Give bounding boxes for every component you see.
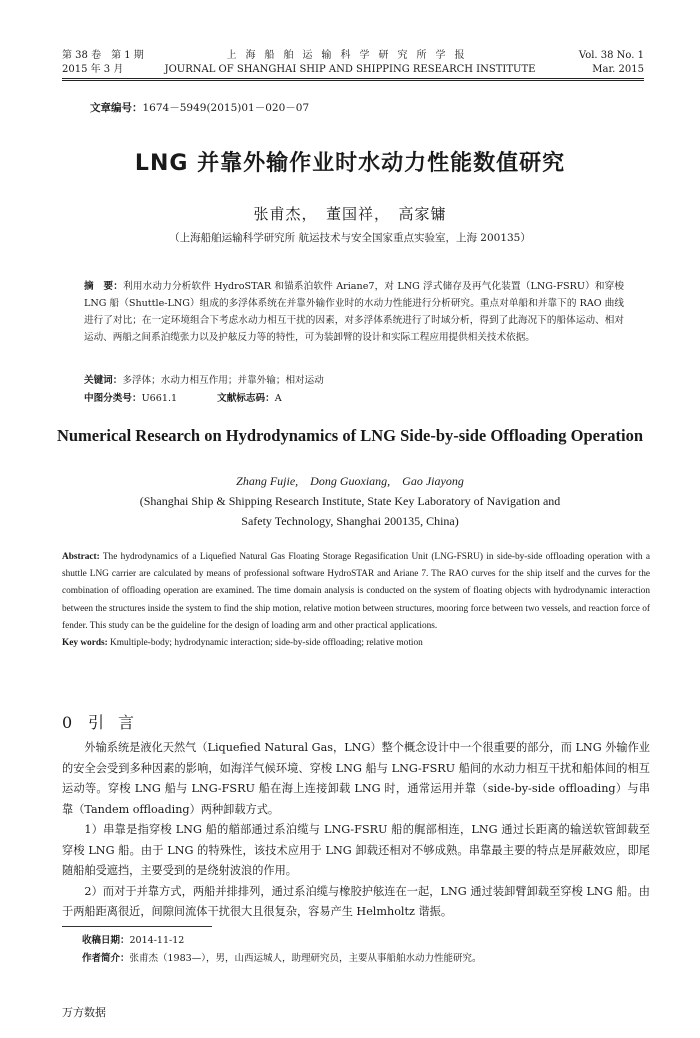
affiliation-en-line2: Safety Technology, Shanghai 200135, China) <box>241 514 459 528</box>
abstract-cn-label: 摘 要： <box>84 281 124 292</box>
abstract-en-paragraph <box>62 549 650 635</box>
section-heading <box>62 710 148 733</box>
affiliation-en <box>0 491 700 531</box>
clc-label: 中图分类号： <box>84 393 142 404</box>
footnote-author <box>82 950 481 964</box>
section-number: 0 <box>62 713 73 732</box>
article-number <box>90 100 309 115</box>
affiliation-en-line1: (Shanghai Ship & Shipping Research Institute, State Key Laboratory of Navigation and <box>139 494 561 508</box>
footnote-received <box>82 932 184 946</box>
abstract-en-text: The hydrodynamics of a Liquefied Natural Gas Floating Storage Regasification Unit (LNG-FSRU) in side-by-side offloading operation with a shuttle LNG carrier are calculated by means of professional software HydroSTAR and Ariane 7. The RAO curves for the ship itself and the curves for the combination of offloading operation are examined. The time domain analysis is conducted on the system of floating objects with hydrodynamic interaction between the structures inside the system to find the ship motion, relative motion between structures, mooring force between two vessels, and reaction force of fender. This study can be the guideline for the design of loading arm and other practical applications. <box>62 552 650 631</box>
header-volume-cn: 第 38 卷 第 1 期 <box>62 50 144 61</box>
abstract-en-label: Abstract: <box>62 552 100 562</box>
keywords-cn <box>84 372 324 386</box>
authors-en: Zhang Fujie, Dong Guoxiang, Gao Jiayong <box>236 474 464 488</box>
received-value: 2014-11-12 <box>129 935 185 946</box>
doc-code-label: 文献标志码： <box>217 393 275 404</box>
header-volume-en: Vol. 38 No. 1 <box>578 50 644 61</box>
keywords-en-label: Key words: <box>62 638 108 649</box>
abstract-cn-text: 利用水动力分析软件 HydroSTAR 和锚系泊软件 Ariane7，对 LNG 浮式储存及再气化装置（LNG-FSRU）和穿梭 LNG 船（Shuttle-LNG）组成的多浮体系统在并靠外输作业时的水动力性能进行分析研究。重点对单船和并靠下的 RAO 曲线进行了对比；在一定环境组合下考虑水动力相互干扰的因素，对多浮体系统进行了时域分析，得到了此海况下的船体运动、相对运动、两船之间系泊缆张力以及护舷反力等的特性，可为装卸臂的设计和实际工程应用提供相关技术依据。 <box>84 281 625 343</box>
doc-code-value: A <box>274 393 282 404</box>
classification-cn <box>84 390 282 404</box>
header-journal-cn: 上海船舶运输科学研究所学报 <box>226 50 474 61</box>
keywords-en <box>62 635 650 652</box>
header-date-en: Mar. 2015 <box>592 64 644 75</box>
author-bio-label: 作者简介： <box>82 953 130 964</box>
article-number-value: 1674－5949(2015)01－020－07 <box>142 102 310 114</box>
body-paragraph-3: 2）而对于并靠方式，两船并排排列，通过系泊缆与橡胶护舷连在一起，LNG 通过装卸臂卸载至穿梭 LNG 船。由于两船距离很近，间隙间流体干扰很大且很复杂，容易产生 Helmholtz 谐振。 <box>62 884 650 918</box>
header-date-cn: 2015 年 3 月 <box>62 64 124 75</box>
footnote-rule <box>62 926 212 927</box>
abstract-cn <box>84 278 624 346</box>
article-number-label: 文章编号： <box>90 102 143 114</box>
header-volume-en-block <box>579 49 644 77</box>
body-paragraph-1: 外输系统是液化天然气（Liquefied Natural Gas，LNG）整个概念设计中一个很重要的部分，而 LNG 外输作业的安全会受到多种因素的影响，如海洋气候环境、穿梭 LNG 船与 LNG-FSRU 船间的水动力相互干扰和船体间的相互运动等。穿梭 LNG 船与 LNG-FSRU 船在海上连接卸载 LNG 时，通常运用并靠（side-by-side offloading）与串靠（Tandem offloading）两种卸载方式。 <box>62 741 650 816</box>
header-rule <box>62 78 644 79</box>
affiliation-cn: （上海船舶运输科学研究所 航运技术与安全国家重点实验室，上海 200135） <box>169 232 531 244</box>
abstract-en <box>62 549 650 652</box>
author-bio-value: 张甫杰（1983—），男，山西运城人，助理研究员，主要从事船舶水动力性能研究。 <box>129 953 482 964</box>
authors-cn: 张甫杰， 董国祥， 高家镛 <box>253 205 447 223</box>
header-volume-block <box>62 49 144 77</box>
title-cn: LNG 并靠外输作业时水动力性能数值研究 <box>134 151 566 176</box>
received-label: 收稿日期： <box>82 935 130 946</box>
body-paragraph-2: 1）串靠是指穿梭 LNG 船的艏部通过系泊缆与 LNG-FSRU 船的艉部相连，LNG 通过长距离的输送软管卸载至穿梭 LNG 船。由于 LNG 的特殊性，该技术应用于 LNG 卸载还相对不够成熟。串靠最主要的特点是屏蔽效应，即尾随船舶受遮挡，主要受到的是绕射波浪的作用。 <box>62 823 650 877</box>
watermark: 万方数据 <box>62 1006 106 1019</box>
header-journal-block <box>150 49 550 77</box>
keywords-en-text: Kmultiple-body; hydrodynamic interaction; side-by-side offloading; relative motion <box>107 638 423 649</box>
header-rule-thin <box>62 80 644 81</box>
body-text <box>62 738 650 923</box>
keywords-cn-label: 关键词： <box>84 375 123 386</box>
title-en: Numerical Research on Hydrodynamics of LNG Side-by-side Offloading Operation <box>56 426 644 445</box>
section-title: 引言 <box>88 713 149 732</box>
clc-value: U661.1 <box>141 393 178 404</box>
keywords-cn-text: 多浮体；水动力相互作用；并靠外输；相对运动 <box>122 375 324 386</box>
header-journal-en: JOURNAL OF SHANGHAI SHIP AND SHIPPING RESEARCH INSTITUTE <box>164 64 536 75</box>
